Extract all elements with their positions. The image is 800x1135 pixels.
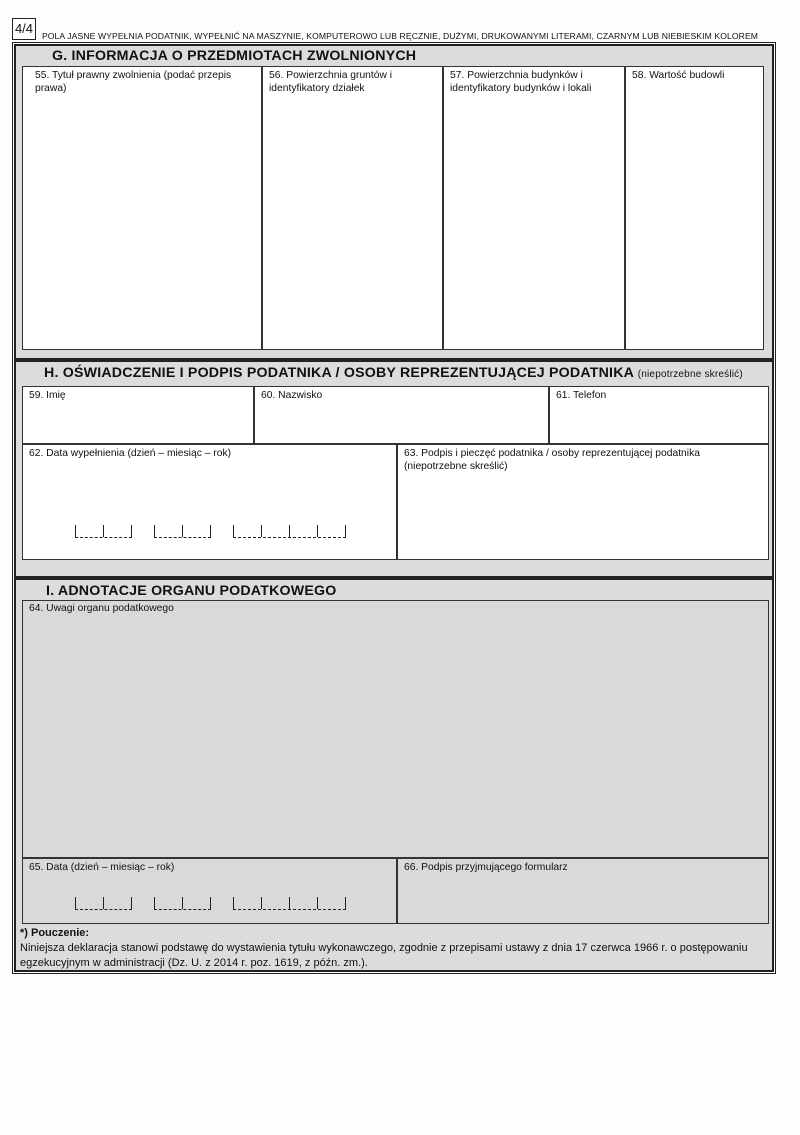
field-58-label: Wartość budowli [649, 70, 725, 81]
date-format-boxes [75, 897, 346, 910]
field-63-label: 63. Podpis i pieczęć podatnika / osoby reprezentującej podatnika (niepotrzebne skreślić) [404, 448, 700, 472]
field-64-authority-remarks[interactable] [22, 600, 769, 858]
section-h-note: (niepotrzebne skreślić) [637, 369, 743, 380]
field-57-building-area[interactable] [443, 66, 625, 350]
field-62-fill-date[interactable] [22, 444, 397, 560]
field-59-label: 59. Imię [29, 390, 66, 401]
field-55-number: 55. [35, 70, 50, 81]
section-h [14, 360, 774, 578]
field-63-signature[interactable] [397, 444, 769, 560]
header-instruction: POLA JASNE WYPEŁNIA PODATNIK, WYPEŁNIĆ NA MASZYNIE, KOMPUTEROWO LUB RĘCZNIE, DUŻYMI, DRUKOWANYMI LITERAMI, CZARNYM LUB NIEBIESKIM KOLOREM [41, 31, 759, 41]
field-60-last-name[interactable] [254, 386, 549, 444]
field-62-label: 62. Data wypełnienia (dzień – miesiąc – rok) [29, 448, 232, 459]
field-61-phone[interactable] [549, 386, 769, 444]
field-59-first-name[interactable] [22, 386, 254, 444]
field-57-label: Powierzchnia budynków i identyfikatory budynków i lokali [450, 70, 592, 94]
instruction-text: Niniejsza deklaracja stanowi podstawę do wystawienia tytułu wykonawczego, zgodnie z przepisami ustawy z dnia 17 czerwca 1966 r. o postępowaniu egzekucyjnym w administracji (Dz. U. z 2014 r. poz. 1619, z późn. zm.). [20, 942, 748, 969]
section-i-title: I. ADNOTACJE ORGANU PODATKOWEGO [46, 583, 337, 599]
field-60-label: 60. Nazwisko [261, 390, 323, 401]
field-65-date[interactable] [22, 858, 397, 924]
field-55-label: Tytuł prawny zwolnienia (podać przepis prawa) [35, 70, 232, 94]
field-56-land-area[interactable] [262, 66, 443, 350]
instruction-note [20, 926, 772, 971]
section-h-title: H. OŚWIADCZENIE I PODPIS PODATNIKA / OSOBY REPREZENTUJĄCEJ PODATNIKA (niepotrzebne skreślić) [44, 365, 743, 381]
instruction-heading: *) Pouczenie: [20, 927, 90, 939]
field-55-legal-title[interactable] [22, 66, 262, 350]
field-57-number: 57. [450, 70, 465, 81]
section-i [14, 578, 774, 972]
field-58-structure-value[interactable] [625, 66, 764, 350]
field-58-number: 58. [632, 70, 647, 81]
field-61-label: 61. Telefon [556, 390, 607, 401]
field-66-label: 66. Podpis przyjmującego formularz [404, 862, 568, 873]
page-number: 4/4 [12, 18, 36, 40]
field-56-label: Powierzchnia gruntów i identyfikatory działek [269, 70, 393, 94]
field-66-receiver-signature[interactable] [397, 858, 769, 924]
field-65-label: 65. Data (dzień – miesiąc – rok) [29, 862, 175, 873]
field-64-label: 64. Uwagi organu podatkowego [29, 603, 174, 614]
date-format-boxes [75, 525, 346, 538]
section-g-title: G. INFORMACJA O PRZEDMIOTACH ZWOLNIONYCH [52, 48, 417, 64]
field-56-number: 56. [269, 70, 284, 81]
section-g [14, 44, 774, 360]
